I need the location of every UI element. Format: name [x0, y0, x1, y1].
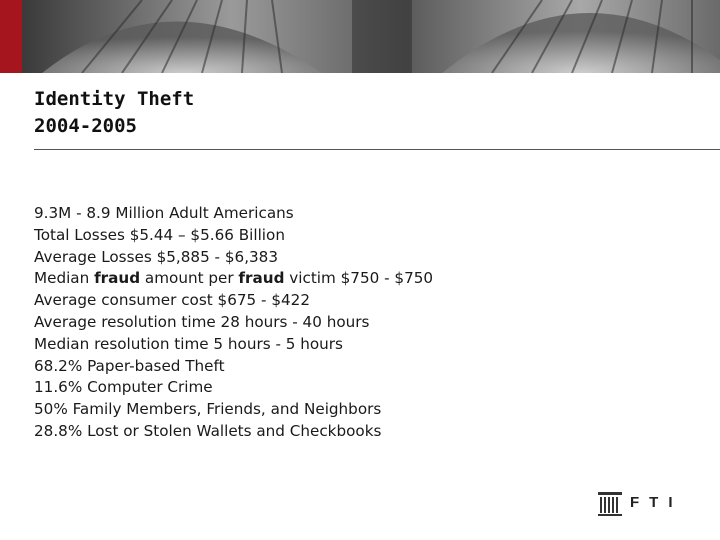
list-item: Total Losses $5.44 – $5.66 Billion [34, 225, 285, 244]
list-item: Average Losses $5,885 - $6,383 [34, 247, 279, 266]
statistics-list [34, 203, 433, 443]
logo-text: FTI [630, 494, 683, 511]
text-segment: Median [34, 269, 95, 288]
header-banner-image [22, 0, 720, 73]
list-item: Average consumer cost $675 - $422 [34, 291, 310, 310]
bold-term: fraud [238, 269, 285, 288]
title-line-2: 2004-2005 [34, 115, 137, 137]
slide-title [34, 86, 194, 140]
list-item: 68.2% Paper-based Theft [34, 356, 225, 375]
text-segment: victim $750 - $750 [284, 269, 434, 288]
list-item: Median resolution time 5 hours - 5 hours [34, 334, 343, 353]
text-segment: amount per [140, 269, 239, 288]
list-item: 28.8% Lost or Stolen Wallets and Checkbooks [34, 421, 382, 440]
list-item: 11.6% Computer Crime [34, 378, 213, 397]
title-divider [34, 149, 720, 150]
building-icon [597, 491, 623, 517]
title-line-1: Identity Theft [34, 88, 195, 110]
list-item: Average resolution time 28 hours - 40 hours [34, 312, 370, 331]
list-item [34, 268, 433, 290]
bold-term: fraud [94, 269, 141, 288]
list-item: 50% Family Members, Friends, and Neighbors [34, 400, 382, 419]
accent-bar [0, 0, 22, 73]
fti-logo [597, 491, 701, 517]
list-item: 9.3M - 8.9 Million Adult Americans [34, 204, 294, 222]
